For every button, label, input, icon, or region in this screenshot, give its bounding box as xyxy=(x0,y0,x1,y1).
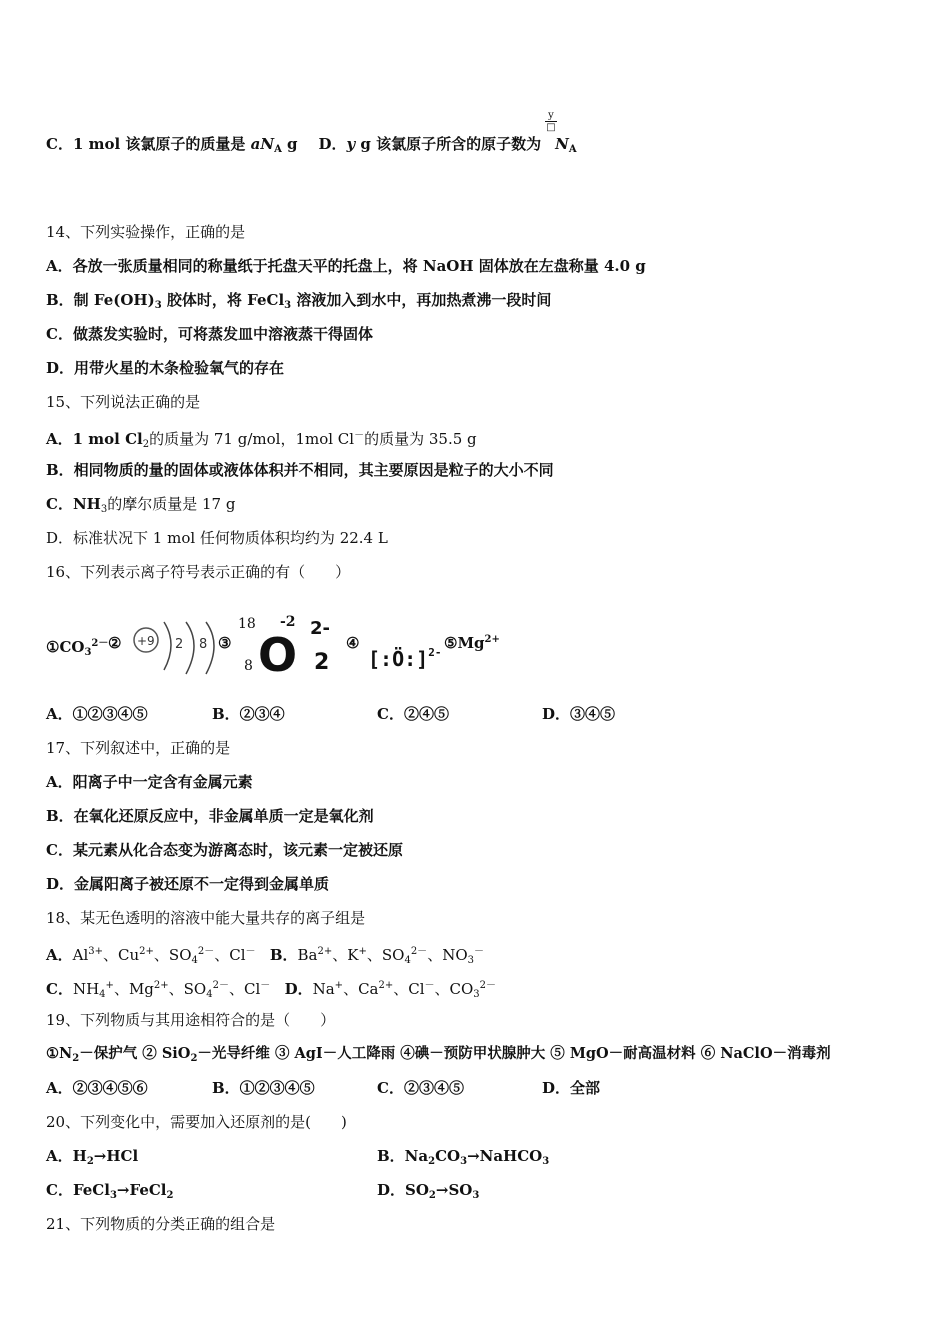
superscript: + xyxy=(105,980,114,991)
superscript: － xyxy=(354,430,365,441)
q20-a-post: →HCl xyxy=(93,1147,139,1165)
superscript: － xyxy=(424,980,435,991)
q16-atom-structure-diagram xyxy=(126,618,218,682)
q15-c-pre: C．NH xyxy=(46,495,101,513)
superscript: 2+ xyxy=(153,980,169,991)
q19-option-a: A．②③④⑤⑥ xyxy=(46,1079,148,1097)
q17-stem: 17、下列叙述中，正确的是 xyxy=(46,739,231,757)
ion: 、SO xyxy=(366,946,405,964)
ion: 、NO xyxy=(427,946,468,964)
q15-option-c xyxy=(46,494,235,520)
q20-b-label: B．Na xyxy=(377,1147,429,1165)
subscript: 2 xyxy=(142,439,150,450)
subscript: 2 xyxy=(72,1053,80,1064)
q19-option-c: C．②③④⑤ xyxy=(377,1079,464,1097)
charge-above: -2 xyxy=(280,614,296,630)
q18-options-cd xyxy=(46,976,496,1005)
subscript: 3 xyxy=(542,1156,550,1167)
q14-b-mid: 胶体时，将 FeCl xyxy=(161,291,285,309)
q19-stem: 19、下列物质与其用途相符合的是（ ） xyxy=(46,1011,336,1029)
shell-1-count: 2 xyxy=(175,637,184,652)
element-symbol: O xyxy=(258,628,298,682)
superscript: 2－ xyxy=(212,980,229,991)
q16-electron-dot-formula xyxy=(368,646,441,671)
q16-stem: 16、下列表示离子符号表示正确的有（ ） xyxy=(46,563,351,581)
superscript: － xyxy=(260,980,271,991)
q18-c-label: C． xyxy=(46,980,73,998)
q20-option-d xyxy=(377,1180,479,1206)
shell-arc-2 xyxy=(186,622,194,674)
q14-b-pre: B．制 Fe(OH) xyxy=(46,291,155,309)
superscript: － xyxy=(474,946,484,957)
subscript: 3 xyxy=(100,504,108,515)
q16-option-c: C．②④⑤ xyxy=(377,705,449,723)
q13-option-c-prefix: C．1 mol 该氯原子的质量是 xyxy=(46,135,251,153)
q13-option-d-var: y xyxy=(346,135,356,153)
subscript: 3 xyxy=(109,1190,117,1201)
ion: Na xyxy=(312,980,335,998)
q13-option-d-na: N xyxy=(555,135,569,153)
ion: Ba xyxy=(297,946,318,964)
q13-option-d-text: g 该氯原子所含的原子数为 xyxy=(355,135,542,153)
q15-stem: 15、下列说法正确的是 xyxy=(46,393,201,411)
ion: 、Cu xyxy=(103,946,140,964)
q20-c-mid: →FeCl xyxy=(116,1181,167,1199)
superscript: 2- xyxy=(428,646,442,659)
subscript: 2 xyxy=(166,1190,174,1201)
q14-b-post: 溶液加入到水中，再加热煮沸一段时间 xyxy=(291,291,552,309)
subscript: 3 xyxy=(460,1156,468,1167)
subscript: 2 xyxy=(190,1053,198,1064)
superscript: 2－ xyxy=(479,980,497,991)
q19-items-rest: －光导纤维 ③ AgI－人工降雨 ④碘－预防甲状腺肿大 ⑤ MgO－耐高温材料 ⑥ NaClO－消毒剂 xyxy=(197,1045,831,1062)
q13-options-cd xyxy=(46,134,577,160)
superscript: + xyxy=(334,980,344,991)
q17-option-b: B．在氧化还原反应中，非金属单质一定是氧化剂 xyxy=(46,807,374,825)
q18-d-label: D． xyxy=(284,980,313,998)
q16-symbols-row xyxy=(46,614,566,684)
dot-formula: [:Ö:] xyxy=(368,647,429,671)
subscript: 3 xyxy=(84,647,92,658)
q13-option-c-unit: g xyxy=(281,135,298,153)
q15-a-post: 的质量为 35.5 g xyxy=(364,430,477,448)
q18-stem: 18、某无色透明的溶液中能大量共存的离子组是 xyxy=(46,909,366,927)
q16-symbol-3-label: ③ xyxy=(218,634,232,652)
ion: 、Cl xyxy=(228,980,261,998)
q17-option-a: A．阳离子中一定含有金属元素 xyxy=(46,773,253,791)
q15-option-b: B．相同物质的量的固体或液体体积并不相同，其主要原因是粒子的大小不同 xyxy=(46,461,554,479)
q14-option-b xyxy=(46,290,551,316)
subscript: 2 xyxy=(428,1156,436,1167)
q16-s5: ⑤Mg xyxy=(444,634,485,652)
q16-option-a: A．①②③④⑤ xyxy=(46,705,148,723)
ion: 、Cl xyxy=(214,946,246,964)
ion: NH xyxy=(72,980,100,998)
fraction-denominator: □ xyxy=(546,122,556,133)
q20-option-c xyxy=(46,1180,173,1206)
q16-option-b: B．②③④ xyxy=(212,705,285,723)
nucleus-charge: +9 xyxy=(137,634,155,648)
q16-symbol-1 xyxy=(46,634,108,658)
subscript: 3 xyxy=(473,989,480,1000)
q15-option-a xyxy=(46,426,477,455)
ion: 、SO xyxy=(168,980,207,998)
q20-b-post: →NaHCO xyxy=(467,1147,543,1165)
subscript: 4 xyxy=(404,955,411,966)
q21-stem: 21、下列物质的分类正确的组合是 xyxy=(46,1215,276,1233)
q14-option-a: A．各放一张质量相同的称量纸于托盘天平的托盘上，将 NaOH 固体放在左盘称量 4.0 g xyxy=(46,257,646,275)
q13-option-c-var: aN xyxy=(250,135,275,153)
ion: 、K xyxy=(332,946,359,964)
subscript: 3 xyxy=(472,1190,480,1201)
q20-b-mid: CO xyxy=(435,1147,461,1165)
superscript: 3+ xyxy=(88,946,104,957)
q16-isotope-notation xyxy=(238,614,342,684)
q19-items xyxy=(46,1044,831,1069)
ion: Al xyxy=(72,946,89,964)
ion: 、Mg xyxy=(113,980,154,998)
superscript: 2+ xyxy=(378,980,394,991)
ion-charge: 2- xyxy=(310,618,330,639)
q19-option-b: B．①②③④⑤ xyxy=(212,1079,315,1097)
q18-a-label: A． xyxy=(46,946,73,964)
superscript: 2－ xyxy=(410,946,428,957)
subscript: 4 xyxy=(191,955,198,966)
q17-option-c: C．某元素从化合态变为游离态时，该元素一定被还原 xyxy=(46,841,403,859)
q14-option-d: D．用带火星的木条检验氧气的存在 xyxy=(46,359,285,377)
q16-symbol-2-label: ② xyxy=(108,634,122,652)
subscript: 3 xyxy=(467,955,474,966)
q20-stem: 20、下列变化中，需要加入还原剂的是( ) xyxy=(46,1113,347,1131)
ion: 、CO xyxy=(434,980,474,998)
q15-a-mid: 的质量为 71 g/mol，1mol Cl xyxy=(149,430,355,448)
q20-c-label: C．FeCl xyxy=(46,1181,110,1199)
atomic-number: 8 xyxy=(244,658,253,674)
subscript: A xyxy=(274,144,282,155)
q20-a-label: A．H xyxy=(46,1147,87,1165)
q15-option-d: D．标准状况下 1 mol 任何物质体积均约为 22.4 L xyxy=(46,529,388,547)
q19-item-1: ①N xyxy=(46,1045,73,1062)
q16-s1: ①CO xyxy=(46,638,85,656)
q19-item-2: －保护气 ② SiO xyxy=(79,1045,191,1062)
mass-number: 18 xyxy=(238,616,256,632)
superscript: 2+ xyxy=(317,946,333,957)
q20-option-a xyxy=(46,1146,138,1172)
superscript: 2+ xyxy=(139,946,154,957)
superscript: － xyxy=(245,946,256,957)
q18-b-label: B． xyxy=(269,946,298,964)
q19-option-d: D．全部 xyxy=(542,1079,601,1097)
atom-count: 2 xyxy=(314,650,330,675)
ion: 、Cl xyxy=(393,980,425,998)
q20-option-b xyxy=(377,1146,549,1172)
shell-2-count: 8 xyxy=(199,637,208,652)
subscript: 4 xyxy=(99,989,106,1000)
q20-d-label: D．SO xyxy=(377,1181,429,1199)
q16-symbol-4-label: ④ xyxy=(346,634,360,652)
fraction-y-over-box xyxy=(545,110,557,133)
subscript: 2 xyxy=(86,1156,94,1167)
q16-symbol-5 xyxy=(444,634,500,652)
q16-option-d: D．③④⑤ xyxy=(542,705,616,723)
q18-options-ab xyxy=(46,942,484,971)
q17-option-d: D．金属阳离子被还原不一定得到金属单质 xyxy=(46,875,330,893)
q20-d-mid: →SO xyxy=(435,1181,473,1199)
fraction-numerator: y xyxy=(545,110,557,122)
q14-stem: 14、下列实验操作，正确的是 xyxy=(46,223,246,241)
ion: 、Ca xyxy=(343,980,379,998)
q13-option-d-prefix: D． xyxy=(318,135,347,153)
q14-option-c: C．做蒸发实验时，可将蒸发皿中溶液蒸干得固体 xyxy=(46,325,373,343)
q15-c-post: 的摩尔质量是 17 g xyxy=(107,495,236,513)
superscript: 2－ xyxy=(197,946,215,957)
subscript: A xyxy=(568,144,577,155)
superscript: 2－ xyxy=(91,638,109,649)
subscript: 4 xyxy=(206,989,213,1000)
superscript: 2+ xyxy=(484,634,500,645)
superscript: + xyxy=(358,946,367,957)
subscript: 2 xyxy=(428,1190,436,1201)
ion: 、SO xyxy=(153,946,192,964)
subscript: 3 xyxy=(154,300,162,311)
subscript: 3 xyxy=(284,300,292,311)
shell-arc-1 xyxy=(164,622,171,670)
q15-a-pre: A．1 mol Cl xyxy=(46,430,143,448)
